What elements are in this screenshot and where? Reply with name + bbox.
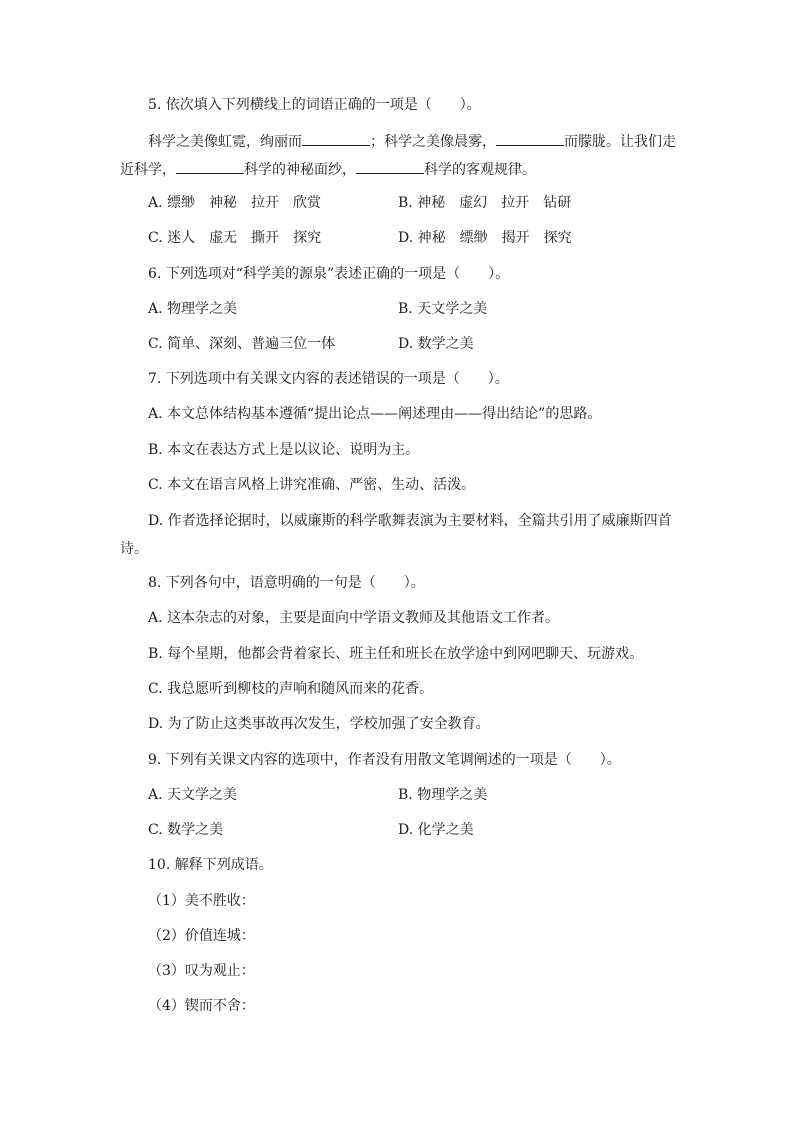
q5-passage-line2	[120, 160, 674, 179]
q8-stem: 8. 下列各句中，语意明确的一句是（ ）。	[148, 575, 425, 591]
q5-passage-1b: ；科学之美像晨雾，	[370, 134, 496, 150]
q8-option-c: C. 我总愿听到柳枝的声响和随风而来的花香。	[148, 681, 434, 697]
q7-option-c: C. 本文在语言风格上讲究准确、严密、生动、活泼。	[148, 477, 476, 493]
q5-option-b: B. 神秘 虚幻 拉开 钻研	[398, 195, 572, 211]
q6-options-row2	[148, 335, 674, 353]
q9-option-c: C. 数学之美	[148, 822, 224, 838]
q9-stem: 9. 下列有关课文内容的选项中，作者没有用散文笔调阐述的一项是（ ）。	[148, 752, 621, 768]
q9-option-b: B. 物理学之美	[398, 787, 488, 803]
q8-option-b: B. 每个星期，他都会背着家长、班主任和班长在放学途中到网吧聊天、玩游戏。	[148, 646, 644, 662]
q5-passage-1a: 科学之美像虹霓，绚丽而	[148, 134, 302, 150]
q5-options-row2	[148, 229, 674, 247]
q5-option-a: A. 缥缈 神秘 拉开 欣赏	[148, 195, 322, 211]
q10-item-3: （3）叹为观止：	[148, 963, 255, 979]
fill-blank	[496, 132, 564, 146]
q9-option-d: D. 化学之美	[398, 822, 474, 838]
q5-passage-line1	[148, 132, 674, 151]
q10-item-4: （4）锲而不舍：	[148, 998, 255, 1014]
q7-stem: 7. 下列选项中有关课文内容的表述错误的一项是（ ）。	[148, 371, 509, 387]
q5-option-d: D. 神秘 缥缈 揭开 探究	[398, 230, 572, 246]
q5-passage-1c: 而朦胧。让我们走	[564, 134, 676, 150]
q5-option-c: C. 迷人 虚无 撕开 探究	[148, 230, 322, 246]
q6-option-a: A. 物理学之美	[148, 301, 238, 317]
q5-passage-2a: 近科学，	[120, 162, 176, 178]
q7-option-b: B. 本文在表达方式上是以议论、说明为主。	[148, 442, 420, 458]
q10-stem: 10. 解释下列成语。	[148, 857, 273, 873]
q5-passage-2b: 科学的神秘面纱，	[244, 162, 356, 178]
q9-options-row2	[148, 821, 674, 839]
fill-blank	[302, 132, 370, 146]
q5-passage-2c: 科学的客观规律。	[424, 162, 536, 178]
q6-stem: 6. 下列选项对“科学美的源泉”表述正确的一项是（ ）。	[148, 266, 510, 282]
q10-item-2: （2）价值连城：	[148, 928, 255, 944]
q6-options-row1	[148, 300, 674, 318]
q5-options-row1	[148, 194, 674, 212]
q5-stem: 5. 依次填入下列横线上的词语正确的一项是（ ）。	[148, 97, 481, 113]
q9-option-a: A. 天文学之美	[148, 787, 238, 803]
q8-option-d: D. 为了防止这类事故再次发生，学校加强了安全教育。	[148, 716, 490, 732]
q6-option-d: D. 数学之美	[398, 336, 474, 352]
fill-blank	[176, 160, 244, 174]
q6-option-c: C. 简单、深刻、普遍三位一体	[148, 336, 336, 352]
q7-option-a: A. 本文总体结构基本遵循“提出论点——阐述理由——得出结论”的思路。	[148, 406, 602, 422]
q7-option-d-line2: 诗。	[120, 541, 148, 557]
q6-option-b: B. 天文学之美	[398, 301, 488, 317]
q7-option-d-line1: D. 作者选择论据时，以威廉斯的科学歌舞表演为主要材料，全篇共引用了威廉斯四首	[148, 513, 672, 529]
fill-blank	[356, 160, 424, 174]
q10-item-1: （1）美不胜收：	[148, 893, 255, 909]
q9-options-row1	[148, 786, 674, 804]
q8-option-a: A. 这本杂志的对象，主要是面向中学语文教师及其他语文工作者。	[148, 610, 560, 626]
